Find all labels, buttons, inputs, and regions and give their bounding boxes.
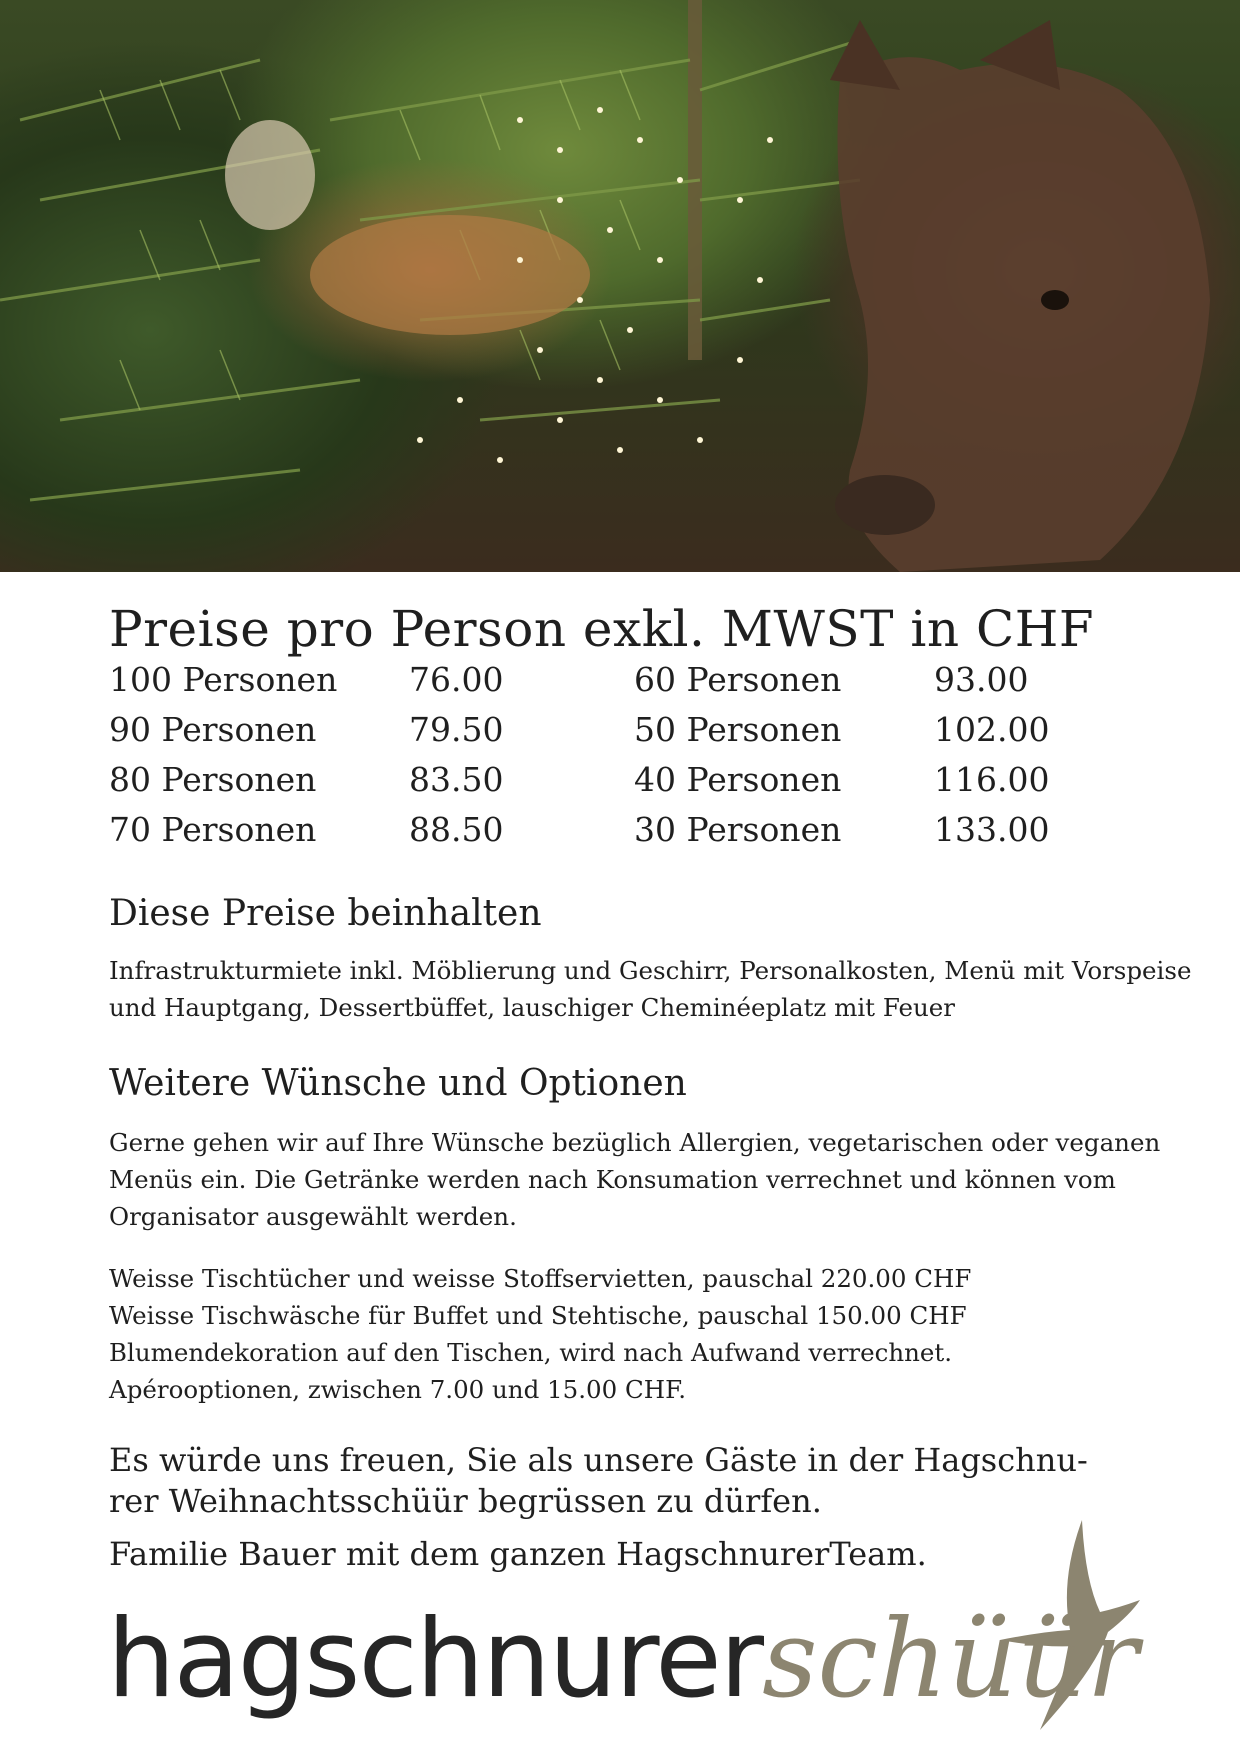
price-row-value: 76.00 [409, 660, 504, 699]
logo-word-script: schüür [762, 1597, 1139, 1722]
price-row-label: 60 Personen [634, 660, 842, 699]
logo-wordmark [107, 1597, 1139, 1722]
signature: Familie Bauer mit dem ganzen HagschnurerTeam. [109, 1535, 927, 1573]
price-row-label: 70 Personen [109, 810, 317, 849]
swallow-icon [1000, 1520, 1150, 1730]
options-heading: Weitere Wünsche und Optionen [109, 1063, 687, 1104]
extras-item: Weisse Tischwäsche für Buffet und Stehtische, pauschal 150.00 CHF [109, 1301, 967, 1330]
extras-item: Weisse Tischtücher und weisse Stoffservietten, pauschal 220.00 CHF [109, 1264, 972, 1293]
price-row-value: 102.00 [934, 710, 1050, 749]
price-row-label: 80 Personen [109, 760, 317, 799]
price-row-label: 30 Personen [634, 810, 842, 849]
price-row-label: 90 Personen [109, 710, 317, 749]
price-row-value: 79.50 [409, 710, 504, 749]
price-row-label: 50 Personen [634, 710, 842, 749]
price-row-value: 133.00 [934, 810, 1050, 849]
pricing-title: Preise pro Person exkl. MWST in CHF [109, 600, 1095, 658]
included-heading: Diese Preise beinhalten [109, 893, 542, 934]
extras-list [109, 1260, 1219, 1408]
closing-line: Es würde uns freuen, Sie als unsere Gäste in der Hagschnu- [109, 1441, 1088, 1479]
christmas-tree-boar-photo [0, 0, 1240, 572]
options-text: Gerne gehen wir auf Ihre Wünsche bezüglich Allergien, vegetarischen oder veganen Menüs ein. Die Getränke werden nach Konsumation verrechnet und können vom Organisator ausgewählt werden. [109, 1128, 1161, 1231]
closing-text [109, 1440, 1219, 1522]
extras-item: Blumendekoration auf den Tischen, wird nach Aufwand verrechnet. [109, 1338, 953, 1367]
price-row-value: 88.50 [409, 810, 504, 849]
price-row-label: 100 Personen [109, 660, 338, 699]
extras-item: Apérooptionen, zwischen 7.00 und 15.00 CHF. [109, 1375, 687, 1404]
included-text: Infrastrukturmiete inkl. Möblierung und Geschirr, Personalkosten, Menü mit Vorspeise und Hauptgang, Dessertbüffet, lauschiger Cheminéeplatz mit Feuer [109, 956, 1192, 1022]
price-row-value: 116.00 [934, 760, 1050, 799]
closing-line: rer Weihnachtsschüür begrüssen zu dürfen. [109, 1482, 822, 1520]
header-photo [0, 0, 1240, 572]
price-row-value: 83.50 [409, 760, 504, 799]
price-row-label: 40 Personen [634, 760, 842, 799]
logo-word-main: hagschnurer [107, 1597, 763, 1722]
price-row-value: 93.00 [934, 660, 1029, 699]
